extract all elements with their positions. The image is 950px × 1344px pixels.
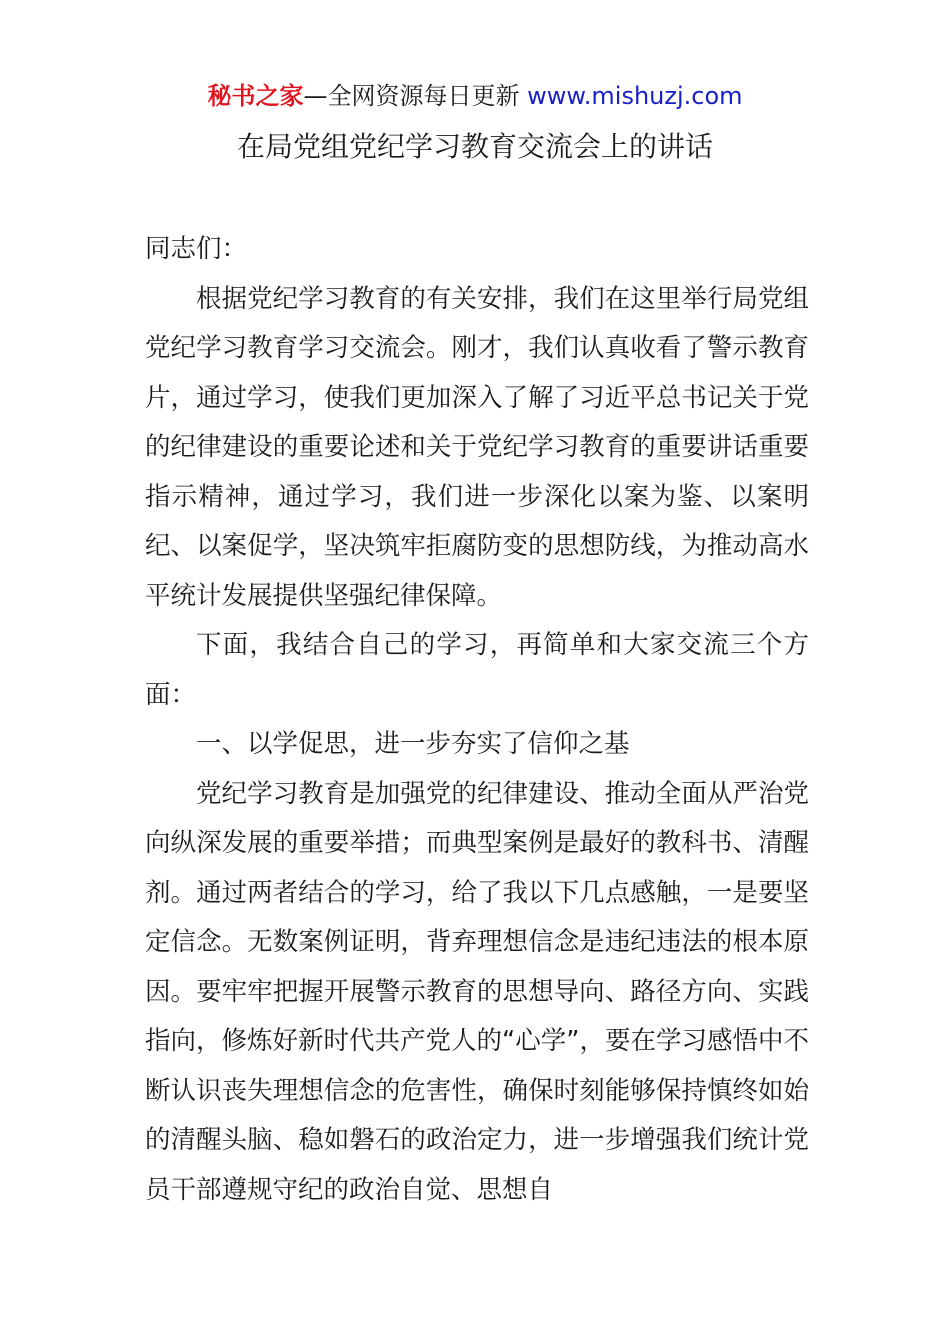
site-url-link[interactable]: www.mishuzj.com bbox=[527, 82, 743, 110]
site-brand: 秘书之家 bbox=[207, 82, 304, 110]
section-heading: 一、以学促思，进一步夯实了信仰之基 bbox=[196, 729, 630, 759]
site-tagline: —全网资源每日更新 bbox=[303, 82, 520, 110]
paragraph: 下面，我结合自己的学习，再简单和大家交流三个方面： bbox=[145, 630, 809, 710]
paragraph: 根据党纪学习教育的有关安排，我们在这里举行局党组党纪学习教育学习交流会。刚才，我们认真收看了警示教育片，通过学习，使我们更加深入了解了习近平总书记关于党的纪律建设的重要论述和关于党纪学习教育的重要讲话重要指示精神，通过学习，我们进一步深化以案为鉴、以案明纪、以案促学，坚决筑牢拒腐防变的思想防线，为推动高水平统计发展提供坚强纪律保障。 bbox=[145, 283, 809, 611]
document-body bbox=[145, 225, 809, 1215]
paragraph: 党纪学习教育是加强党的纪律建设、推动全面从严治党向纵深发展的重要举措；而典型案例是最好的教科书、清醒剂。通过两者结合的学习，给了我以下几点感触，一是要坚定信念。无数案例证明，背弃理想信念是违纪违法的根本原因。要牢牢把握开展警示教育的思想导向、路径方向、实践指向，修炼好新时代共产党人的“心学”，要在学习感悟中不断认识丧失理想信念的危害性，确保时刻能够保持慎终如始的清醒头脑、稳如磐石的政治定力，进一步增强我们统计党员干部遵规守纪的政治自觉、思想自 bbox=[145, 778, 809, 1205]
salutation: 同志们： bbox=[145, 234, 248, 264]
document-title: 在局党组党纪学习教育交流会上的讲话 bbox=[236, 130, 713, 163]
site-header bbox=[0, 80, 950, 112]
